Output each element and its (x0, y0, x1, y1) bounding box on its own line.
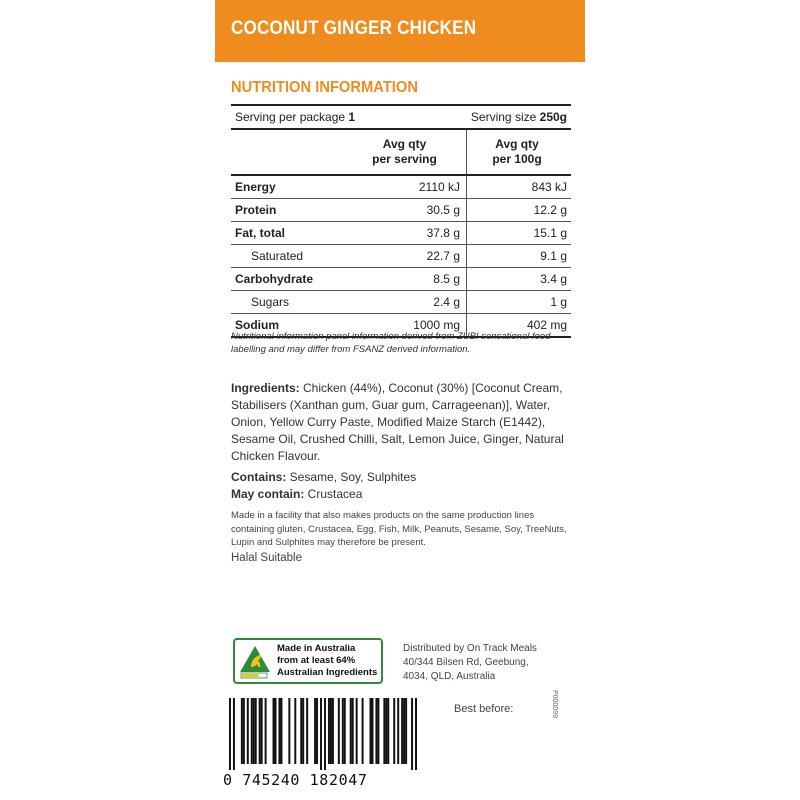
barcode-bar (229, 698, 231, 770)
col-per-serving-header: Avg qty per serving (349, 130, 467, 174)
table-row (231, 222, 571, 244)
barcode-bar (415, 698, 417, 770)
header-banner (215, 0, 585, 62)
product-title: COCONUT GINGER CHICKEN (231, 18, 477, 39)
nutrient-name: Sodium (235, 318, 279, 332)
table-row (231, 291, 571, 313)
nutrition-rows (231, 176, 571, 336)
table-row (231, 199, 571, 221)
facility-note: Made in a facility that also makes products on the same production lines containing gluten, Crustacea, Egg, Fish, Milk, Peanuts, Sesame, Soy, TreeNuts, Lupin and Sulphites may therefore be present. (231, 510, 567, 548)
barcode-bar (280, 698, 282, 764)
table-row (231, 268, 571, 290)
contains-line: Contains: Sesame, Soy, Sulphites (231, 470, 417, 484)
barcode-bar (371, 698, 373, 764)
per-100g-value: 9.1 g (540, 249, 567, 263)
serving-per-package: Serving per package 1 (235, 110, 356, 124)
barcode-bar (241, 698, 243, 764)
barcode-bar (405, 698, 407, 764)
serving-row (231, 106, 571, 128)
barcode-bar (302, 698, 304, 764)
barcode-bar (314, 698, 316, 764)
product-label (215, 0, 585, 800)
per-100g-value: 402 mg (526, 318, 567, 332)
product-code: P000099 (551, 690, 558, 719)
barcode-bar (278, 698, 280, 764)
barcode-bar (288, 698, 290, 764)
barcode (229, 698, 417, 770)
barcode-bar (356, 698, 358, 764)
barcode-bar (338, 698, 340, 764)
barcode-bar (383, 698, 385, 764)
nutrient-name: Saturated (251, 249, 304, 263)
barcode-bar (350, 698, 352, 764)
per-serving-value: 22.7 g (349, 245, 467, 267)
barcode-bar (316, 698, 318, 764)
distributor-info: Distributed by On Track Meals 40/344 Bilsen Rd, Geebung, 4034, QLD, Australia (403, 643, 537, 682)
per-100g-value: 15.1 g (533, 226, 567, 240)
per-serving-value: 8.5 g (349, 268, 467, 290)
per-100g-value: 12.2 g (533, 203, 567, 217)
barcode-bar (233, 698, 235, 770)
table-row (231, 176, 571, 198)
barcode-number: 0 745240 182047 (223, 771, 368, 789)
nutrient-name: Protein (235, 203, 277, 217)
barcode-bar (403, 698, 405, 764)
barcode-bar (253, 698, 255, 764)
per-serving-value: 37.8 g (349, 222, 467, 244)
barcode-bar (352, 698, 354, 764)
barcode-bar (377, 698, 379, 764)
barcode-bar (393, 698, 395, 764)
barcode-bar (294, 698, 296, 764)
per-serving-value: 2110 kJ (349, 176, 467, 198)
table-row (231, 245, 571, 267)
australian-made-badge (233, 638, 383, 684)
barcode-bar (370, 698, 372, 764)
best-before-label: Best before: (454, 703, 514, 715)
nutrient-name: Energy (235, 180, 276, 194)
table-header-row (231, 130, 571, 174)
barcode-bar (387, 698, 389, 764)
barcode-bar (255, 698, 257, 764)
barcode-bar (251, 698, 253, 764)
barcode-bar (385, 698, 387, 764)
barcode-bar (261, 698, 263, 764)
barcode-bar (411, 698, 413, 770)
nutrition-footnote: Nutritional information panel information derived from ZUBI sensational food labelling and may differ from FSANZ derived information. (231, 331, 551, 355)
barcode-bar (259, 698, 261, 764)
nutrition-title: NUTRITION INFORMATION (231, 79, 418, 96)
per-serving-value: 2.4 g (349, 291, 467, 313)
col-per-100g-header: Avg qty per 100g (492, 137, 542, 166)
per-100g-value: 843 kJ (531, 180, 567, 194)
australian-made-text: Made in Australia from at least 64% Australian Ingredients (277, 643, 378, 678)
barcode-bar (330, 698, 332, 764)
nutrition-table (231, 104, 571, 338)
may-contain-line: May contain: Crustacea (231, 487, 363, 501)
nutrient-name: Carbohydrate (235, 272, 314, 286)
barcode-bar (342, 698, 344, 764)
barcode-bar (332, 698, 334, 764)
per-100g-value: 1 g (550, 295, 567, 309)
serving-size: Serving size 250g (470, 110, 567, 124)
per-serving-value: 1000 mg (349, 314, 467, 336)
barcode-bar (328, 698, 330, 764)
barcode-bar (243, 698, 245, 764)
barcode-bar (320, 698, 322, 770)
barcode-bar (375, 698, 377, 764)
barcode-bar (300, 698, 302, 764)
barcode-bar (306, 698, 308, 764)
barcode-bar (247, 698, 249, 764)
per-serving-value: 30.5 g (349, 199, 467, 221)
barcode-bar (273, 698, 275, 764)
halal-note: Halal Suitable (231, 552, 302, 564)
barcode-bar (401, 698, 403, 764)
barcode-bar (275, 698, 277, 764)
barcode-bar (265, 698, 267, 764)
nutrient-name: Sugars (251, 295, 290, 309)
barcode-bar (362, 698, 364, 764)
barcode-bar (397, 698, 399, 764)
barcode-bar (344, 698, 346, 764)
per-100g-value: 3.4 g (540, 272, 567, 286)
barcode-bar (324, 698, 326, 770)
ingredients-text: Ingredients: Chicken (44%), Coconut (30%) [Coconut Cream, Stabilisers (Xanthan gum, Guar gum, Carrageenan)], Water, Onion, Yellow Curry Paste, Modified Maize Starch (E1442), Sesame Oil, Crushed Chilli, Salt, Lemon Juice, Ginger, Natural Chicken Flavour. (231, 381, 564, 463)
kangaroo-triangle-icon (239, 645, 271, 679)
nutrient-name: Fat, total (235, 226, 285, 240)
allergen-block (231, 469, 571, 503)
